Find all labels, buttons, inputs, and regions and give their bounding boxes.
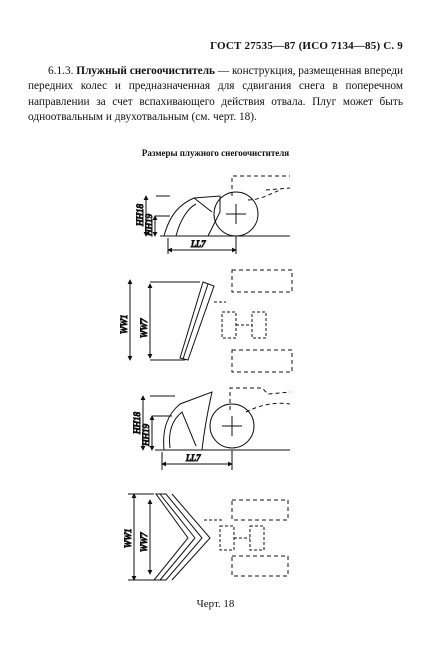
top-view-v-blade [128,494,288,580]
snowplow-drawing [0,160,431,600]
side-view-double-blade [143,388,290,470]
label-ll7-b: LL7 [186,453,201,463]
definition-paragraph [28,64,403,126]
label-ll7-a: LL7 [191,239,206,249]
label-hh18-a: HH18 [135,204,145,226]
label-ww7-b: WW7 [139,532,149,552]
clause-number: 6.1.3. [48,65,74,77]
term: Плужный снегоочиститель [76,65,216,77]
figure-caption: Размеры плужного снегоочистителя [141,148,290,158]
label-hh19-a: HH19 [144,214,154,236]
side-view-single-blade [146,176,290,254]
page-header: ГОСТ 27535—87 (ИСО 7134—85) С. 9 [210,40,403,52]
label-hh19-b: HH19 [141,424,151,446]
label-hh18-b: HH18 [132,412,142,434]
definition-text: — конструкция, размещенная впереди передних колес и предназначенная для сдвигания снега в поперечном направлении за счет вспахивающего действия отвала. Плуг может быть одноотвальным и двухотвальным (см. черт. 18). [28,65,404,124]
label-ww1-b: WW1 [123,528,133,548]
label-ww7-a: WW7 [139,318,149,338]
figure-number: Черт. 18 [196,598,235,610]
top-view-single-blade [130,270,292,372]
label-ww1-a: WW1 [119,314,129,334]
